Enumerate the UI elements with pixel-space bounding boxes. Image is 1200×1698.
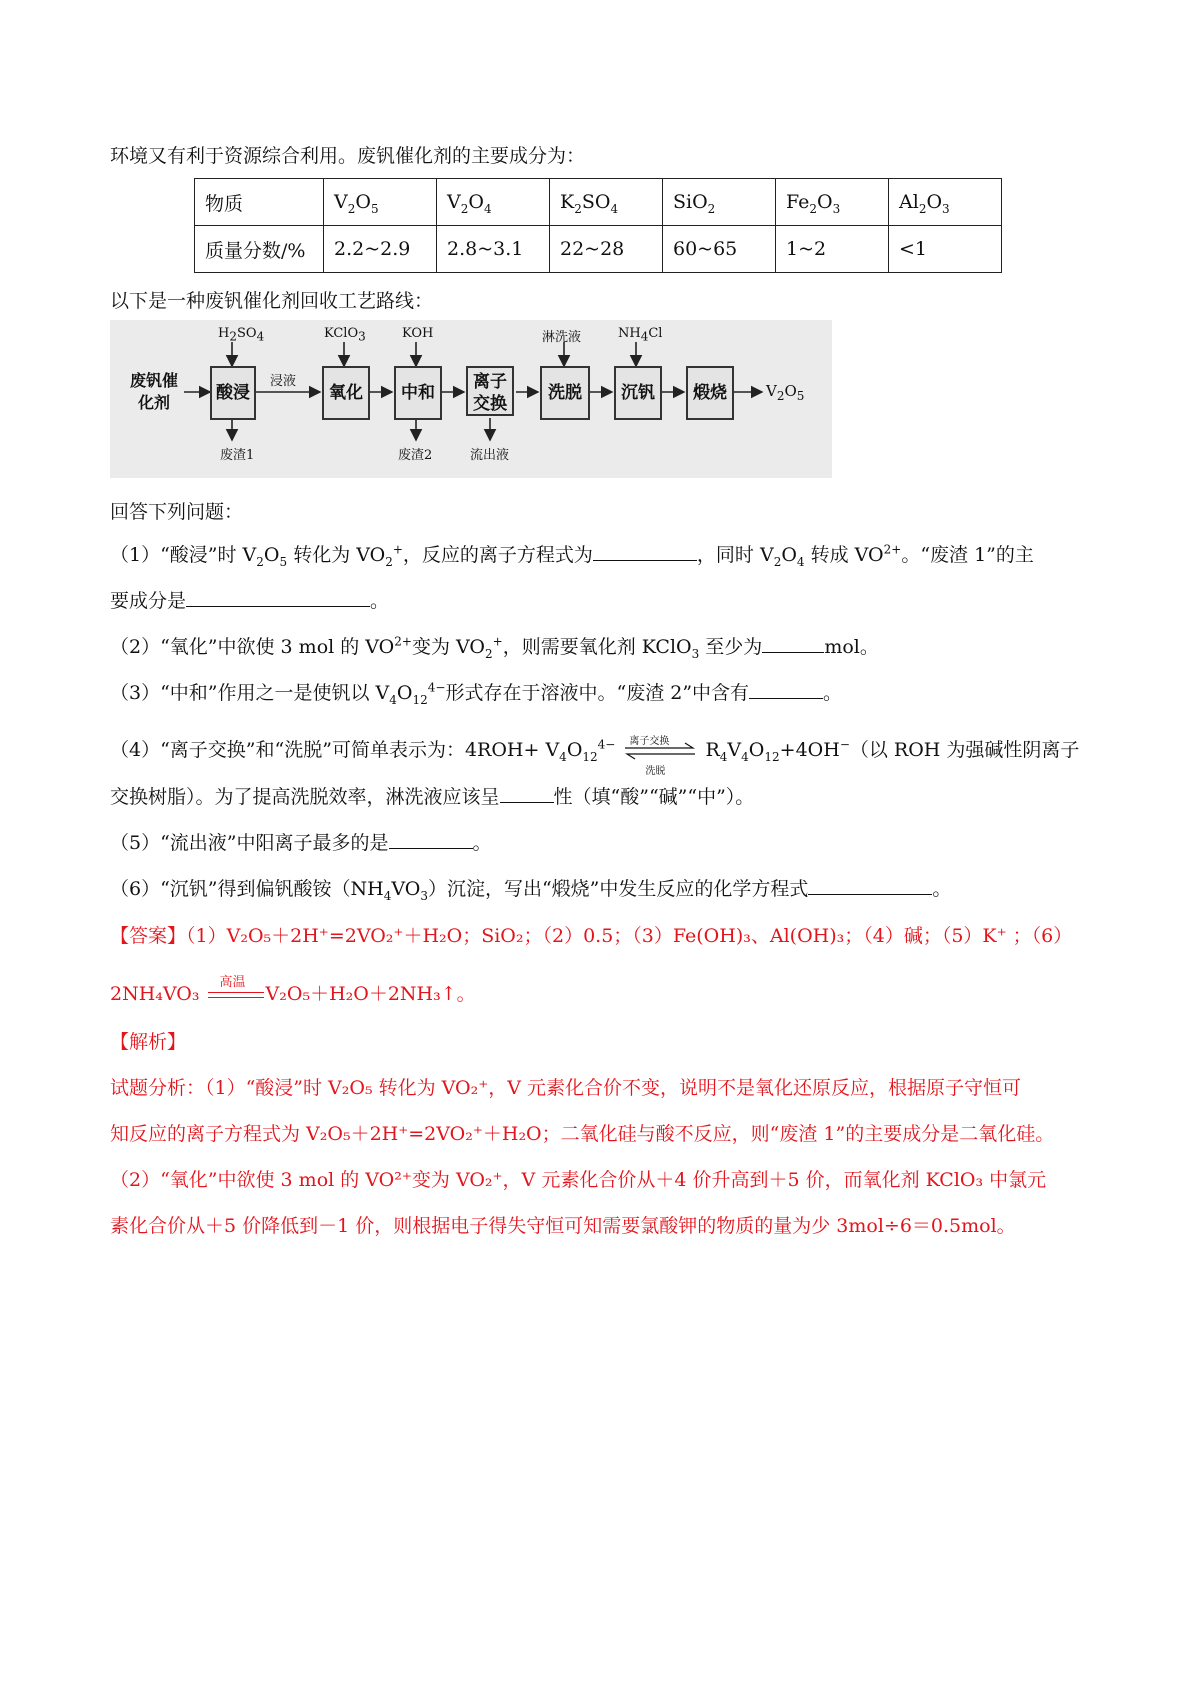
flow-start: 废钒催化剂 [129, 371, 178, 412]
flow-step: 离子交换 [466, 366, 514, 416]
flow-step: 氧化 [322, 366, 370, 420]
question-3: （3）“中和”作用之一是使钒以 $V_4O_{12}^{4-}$形式存在于溶液中。“废渣 2”中含有 。 [110, 678, 842, 707]
equilibrium-arrow: 离子交换 洗脱 [621, 736, 699, 766]
table-cell: 2.8~3.1 [437, 226, 550, 273]
table-cell: <1 [889, 226, 1002, 273]
flow-input: $NH_4Cl$ [618, 326, 663, 344]
table-cell: $V_2O_4$ [437, 179, 550, 226]
process-flow-diagram [110, 320, 832, 478]
flow-input: 淋洗液 [542, 330, 582, 345]
question-5: （5）“流出液”中阳离子最多的是 。 [110, 828, 492, 857]
flow-step: 煅烧 [686, 366, 734, 420]
question-4-cont: 交换树脂）。为了提高洗脱效率，淋洗液应该呈 性（填“酸”“碱”“中”）。 [110, 782, 754, 811]
table-cell: SiO$_2$ [663, 179, 776, 226]
flow-step: 洗脱 [540, 366, 590, 420]
question-4: （4）“离子交换”和“洗脱”可简单表示为：$4ROH+ V_4O_{12}^{4-}$ 离子交换 洗脱 $R_4V_4O_{12}+4OH^-$（以 ROH 为强碱性阴离子 [110, 736, 1080, 777]
answer-line-1: 【答案】（1）V₂O₅＋2H⁺=2VO₂⁺＋H₂O；SiO₂；（2）0.5；（3）Fe(OH)₃、Al(OH)₃；（4）碱；（5）K⁺ ；（6） [110, 925, 1073, 947]
table-cell: $K_2SO_4$ [550, 179, 663, 226]
answer-label: 【答案】 [110, 925, 187, 947]
table-cell: $Al_2O_3$ [889, 179, 1002, 226]
answer-prompt: 回答下列问题： [110, 501, 244, 523]
question-1: （1）“酸浸”时 $V_2O_5$ 转化为 $VO_2^+$，反应的离子方程式为 ，同时 $V_2O_4$ 转成 $VO^{2+}$。“废渣 1”的主 [110, 540, 1034, 569]
table-cell: 60~65 [663, 226, 776, 273]
question-2: （2）“氧化”中欲使 3 mol 的 $VO^{2+}$变为 $VO_2^+$，则需要氧化剂 KClO$_3$ 至少为 mol。 [110, 632, 879, 661]
question-1-cont: 要成分是 。 [110, 586, 389, 615]
flow-input: $H_2SO_4$ [218, 326, 265, 344]
process-intro: 以下是一种废钒催化剂回收工艺路线： [110, 290, 434, 312]
high-temp-equals-sign: 高温 [206, 983, 266, 1007]
analysis-line: （2）“氧化”中欲使 3 mol 的 VO²⁺变为 VO₂⁺，V 元素化合价从＋4 价升高到＋5 价，而氧化剂 KClO₃ 中氯元 [110, 1169, 1047, 1191]
table-cell: 2.2~2.9 [324, 226, 437, 273]
analysis-line: 试题分析：（1）“酸浸”时 V₂O₅ 转化为 VO₂⁺，V 元素化合价不变，说明不是氧化还原反应，根据原子守恒可 [110, 1077, 1022, 1099]
analysis-line: 素化合价从＋5 价降低到－1 价，则根据电子得失守恒可知需要氯酸钾的物质的量为少 3mol÷6＝0.5mol。 [110, 1215, 1016, 1237]
flow-step: 酸浸 [210, 366, 256, 420]
flow-product: $V_2O_5$ [766, 382, 805, 403]
analysis-label: 【解析】 [110, 1031, 187, 1053]
flow-output: 废渣2 [398, 448, 433, 463]
table-cell: 1~2 [776, 226, 889, 273]
flow-input: KOH [402, 326, 434, 341]
flow-arrow-label: 浸液 [270, 374, 297, 389]
flow-step: 中和 [394, 366, 442, 420]
analysis-line: 知反应的离子方程式为 V₂O₅＋2H⁺=2VO₂⁺＋H₂O；二氧化硅与酸不反应，则“废渣 1”的主要成分是二氧化硅。 [110, 1123, 1055, 1145]
flow-output: 流出液 [470, 448, 510, 463]
answer-line-2: 2NH₄VO₃ 高温 V₂O₅＋H₂O＋2NH₃↑。 [110, 975, 476, 1005]
flow-input: KClO$_3$ [324, 326, 366, 344]
table-cell: 22~28 [550, 226, 663, 273]
table-cell: $V_2O_5$ [324, 179, 437, 226]
flow-step: 沉钒 [614, 366, 662, 420]
table-cell: 质量分数/% [195, 226, 324, 273]
composition-table [194, 178, 1002, 273]
question-6: （6）“沉钒”得到偏钒酸铵$(NH_4VO_3)$沉淀，写出“煅烧”中发生反应的化学方程式 。 [110, 874, 951, 903]
table-row [195, 179, 1002, 226]
flow-output: 废渣1 [220, 448, 255, 463]
table-cell: $Fe_2O_3$ [776, 179, 889, 226]
intro-line: 环境又有利于资源综合利用。废钒催化剂的主要成分为： [110, 145, 586, 167]
table-row [195, 226, 1002, 273]
table-cell: 物质 [195, 179, 324, 226]
